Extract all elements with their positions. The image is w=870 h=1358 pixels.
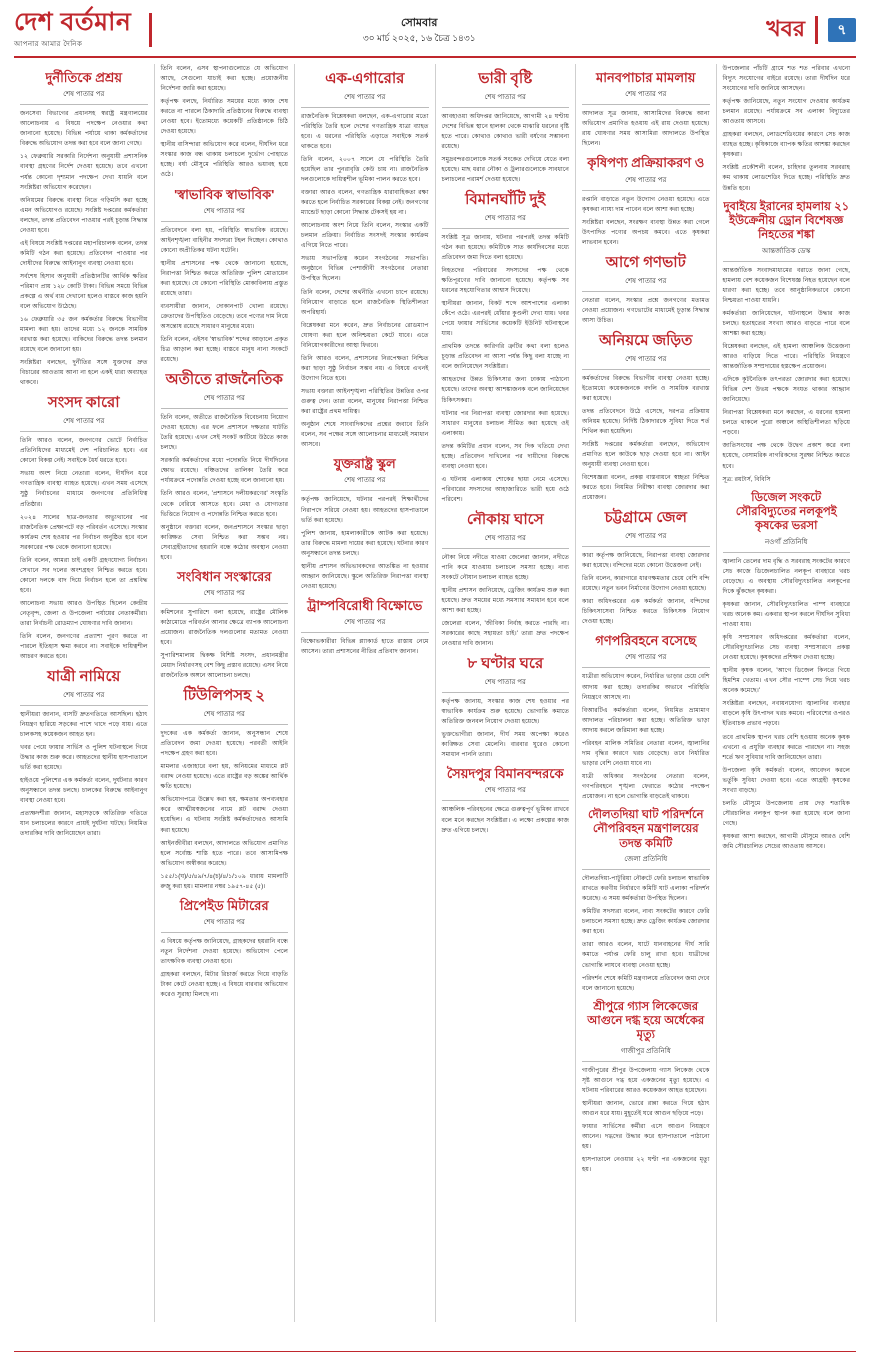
- article-body: [582, 672, 710, 802]
- headline-rule: [442, 800, 570, 801]
- article-body: [161, 226, 289, 366]
- headline-rule: [442, 107, 570, 108]
- article-headline[interactable]: সংবিধান সংস্কারের: [177, 568, 272, 584]
- brand-title: দেশ বর্তমান: [14, 8, 132, 36]
- article-body: [20, 109, 148, 388]
- article-body: [582, 874, 710, 994]
- paragraph: তবে প্রাথমিক স্থাপন খরচ বেশি হওয়ায় অনেক কৃষক এখনো এ প্রযুক্তি ব্যবহার করতে পারছেন না। সহজ শর্তে ঋণ সুবিধার দাবি জানিয়েছেন তারা।: [722, 733, 850, 761]
- article-headline[interactable]: ট্রাম্পবিরোধী বিক্ষোভে: [307, 597, 423, 613]
- paragraph: তিনি বলেন, অতীতে রাজনৈতিক বিবেচনায় নিয়োগ দেওয়া হয়েছে। এর ফলে প্রশাসনে দক্ষতার ঘাটতি তৈরি হয়েছে। এখন সেই সংকট কাটিয়ে উঠতে কাজ চলছে।: [160, 414, 288, 452]
- article-body: [442, 233, 570, 505]
- paragraph: সভায় অংশ নিয়ে নেতারা বলেন, দীর্ঘদিন ধরে গণতান্ত্রিক ব্যবস্থা ব্যাহত হয়েছে। এখন সময় এসেছে সুষ্ঠু নির্বাচনের মাধ্যমে জনগণের প্রতিনিধিত্ব প্রতিষ্ঠার।: [20, 470, 148, 508]
- article-byline: শেষ পাতার পর: [203, 711, 245, 719]
- paragraph: প্রতিবেদনে বলা হয়, পরিস্থিতি স্বাভাবিক রয়েছে। আইনশৃঙ্খলা বাহিনীর সদস্যরা টহল দিচ্ছেন। কোথাও কোনো অপ্রীতিকর ঘটনা ঘটেনি।: [160, 226, 288, 254]
- paragraph: বিশ্লেষকরা বলছেন, এই হামলা আঞ্চলিক উত্তেজনা আরও বাড়িয়ে দিতে পারে। পরিস্থিতি নিয়ন্ত্রণে আন্তর্জাতিক সম্প্রদায়ের হস্তক্ষেপ প্রয়োজন।: [722, 343, 850, 371]
- paragraph: কর্তৃপক্ষ জানিয়েছে, ঘটনার পরপরই শিক্ষার্থীদের নিরাপদে সরিয়ে নেওয়া হয়। আহতদের হাসপাতালে ভর্তি করা হয়েছে।: [301, 496, 429, 524]
- weekday-label: সোমবার: [401, 17, 438, 29]
- paragraph: আবহাওয়া অধিদপ্তর জানিয়েছে, আগামী ২৪ ঘণ্টায় দেশের বিভিন্ন স্থানে হালকা থেকে মাঝারি ধরনের বৃষ্টি হতে পারে। কোথাও কোথাও ভারী বর্ষণের সম্ভাবনা রয়েছে।: [441, 112, 569, 150]
- headline-rule: [582, 190, 710, 191]
- article-byline: শেষ পাতার পর: [63, 418, 105, 426]
- paragraph: কর্তৃপক্ষ বলছে, নির্ধারিত সময়ের মধ্যে কাজ শেষ করতে না পারলে ঠিকাদারি প্রতিষ্ঠানের বিরুদ্ধে ব্যবস্থা নেওয়া হবে। ইতোমধ্যে কয়েকটি প্রতিষ্ঠানকে চিঠি দেওয়া হয়েছে।: [160, 98, 288, 136]
- article-headline[interactable]: শ্রীপুরে গ্যাস লিকেজের আগুনে দগ্ধ হয়ে অর্ধেকের মৃত্যু: [587, 1000, 705, 1042]
- article-byline: শেষ পাতার পর: [625, 355, 667, 363]
- paragraph: স্থানীয়রা জানান, ভোরে রান্না করতে গিয়ে হঠাৎ আগুন ধরে যায়। মুহূর্তেই ঘরে আগুন ছড়িয়ে পড়ে।: [582, 1099, 710, 1117]
- article-headline[interactable]: সৈয়দপুর বিমানবন্দরকে: [446, 766, 564, 782]
- column: [576, 64, 717, 1322]
- article-headline[interactable]: অনিয়মে জড়িত: [599, 331, 693, 349]
- headline-rule: [301, 107, 429, 108]
- paragraph: সংশ্লিষ্টরা বলছেন, দুর্নীতির সঙ্গে যুক্তদের দ্রুত বিচারের আওতায় আনা না হলে একই ধারা অব্যাহত থাকবে।: [20, 359, 148, 387]
- paragraph: তদন্ত কমিটির প্রধান বলেন, সব দিক খতিয়ে দেখা হচ্ছে। প্রতিবেদন দাখিলের পর দায়ীদের বিরুদ্ধে ব্যবস্থা নেওয়া হবে।: [441, 442, 569, 470]
- article-headline[interactable]: ভারী বৃষ্টি: [478, 70, 533, 87]
- article-body: [20, 436, 148, 662]
- paragraph: সর্বশেষ হিসাব অনুযায়ী প্রতিষ্ঠানটির আর্থিক ক্ষতির পরিমাণ প্রায় ১২৮ কোটি টাকা। বিভিন্ন সময়ে বিভিন্ন প্রকল্পে এ অর্থ ব্যয় দেখানো হলেও বাস্তবে কাজ হয়নি বলে অভিযোগ উঠেছে।: [20, 272, 148, 311]
- paragraph: যাত্রী অধিকার সংগঠনের নেতারা বলেন, গণপরিবহনে শৃঙ্খলা ফেরাতে কঠোর পদক্ষেপ প্রয়োজন। না হলে ভোগান্তি বাড়তেই থাকবে।: [582, 772, 710, 800]
- article-headline[interactable]: মানবপাচার মামলায়: [596, 70, 696, 85]
- paragraph: নিরাপত্তা বিশ্লেষকরা মনে করছেন, এ ধরনের হামলা চলতে থাকলে পুরো অঞ্চলে অস্থিতিশীলতা ছড়িয়ে পড়বে।: [722, 409, 850, 437]
- paragraph: তিনি আরও বলেন, জনগণের ভোটে নির্বাচিত প্রতিনিধিদের মাধ্যমেই দেশ পরিচালিত হবে। এর কোনো বিকল্প নেই। সবাইকে ধৈর্য ধরতে হবে।: [20, 437, 148, 465]
- paragraph: নিহতদের পরিবারের সদস্যদের পক্ষ থেকে ক্ষতিপূরণের দাবি জানানো হয়েছে। কর্তৃপক্ষ সব ধরনের সহযোগিতার আশ্বাস দিয়েছে।: [441, 266, 569, 295]
- column: [14, 64, 155, 1322]
- article-byline: শেষ পাতার পর: [203, 207, 245, 215]
- headline-rule: [161, 932, 289, 933]
- paragraph: নেতারা বলেন, সংস্কার প্রশ্নে জনগণের মতামত নেওয়া প্রয়োজন। গণভোটের মাধ্যমেই চূড়ান্ত সিদ্ধান্ত আসা উচিত।: [582, 296, 710, 324]
- article-body: [301, 112, 429, 450]
- paragraph: আঞ্চলিক পরিবহনের ক্ষেত্রে গুরুত্বপূর্ণ ভূমিকা রাখবে বলে মনে করছেন সংশ্লিষ্টরা। এ লক্ষ্যে প্রকল্পের কাজ দ্রুত এগিয়ে চলছে।: [441, 806, 569, 834]
- date-label: ৩০ মার্চ ২০২৫, ১৬ চৈত্র ১৪৩১: [362, 32, 476, 43]
- paragraph: রপ্তানি বাড়াতে নতুন উদ্যোগ নেওয়া হয়েছে। এতে কৃষকরা ন্যায্য দাম পাবেন বলে আশা করা হচ্ছে।: [582, 195, 710, 213]
- paragraph: বিআরটিএ কর্মকর্তারা বলেন, নিয়মিত ভ্রাম্যমাণ আদালত পরিচালনা করা হচ্ছে। অতিরিক্ত ভাড়া আদায় করলে জরিমানা করা হচ্ছে।: [582, 706, 710, 734]
- headline-rule: [20, 705, 148, 706]
- headline-rule: [442, 548, 570, 549]
- article-headline[interactable]: দুর্নীতিকে প্রশ্রয়: [45, 70, 123, 85]
- paragraph: সংশ্লিষ্ট প্রকৌশলী বলেন, চাহিদার তুলনায় সরবরাহ কম থাকায় লোডশেডিং দিতে হচ্ছে। পরিস্থিতি দ্রুত উন্নতি হবে।: [722, 164, 850, 192]
- paragraph: সংশ্লিষ্টরা বলছেন, নবায়নযোগ্য জ্বালানির ব্যবহার বাড়লে কৃষি উৎপাদন খরচ কমবে। পরিবেশের ওপরও ইতিবাচক প্রভাব পড়বে।: [722, 700, 850, 728]
- paragraph: আন্তর্জাতিক সংবাদমাধ্যমের বরাতে জানা গেছে, হামলায় বেশ কয়েকজন বিশেষজ্ঞ নিহত হয়েছেন বলে ধারণা করা হচ্ছে। তবে আনুষ্ঠানিকভাবে কোনো নিশ্চয়তা পাওয়া যায়নি।: [722, 266, 850, 304]
- paragraph: কর্তৃপক্ষ জানায়, সংস্কার কাজ শেষ হওয়ার পর স্বাভাবিক কার্যক্রম শুরু হয়েছে। ভোগান্তি কমাতে অতিরিক্ত জনবল নিয়োগ দেওয়া হয়েছে।: [441, 697, 569, 726]
- article-body: [161, 608, 289, 681]
- paragraph: সমুদ্রবন্দরগুলোকে সতর্ক সংকেত দেখিয়ে যেতে বলা হয়েছে। মাছ ধরার নৌকা ও ট্রলারগুলোকে সাবধানে চলাচলের পরামর্শ দেওয়া হয়েছে।: [441, 155, 569, 184]
- article-byline: শেষ পাতার পর: [484, 787, 526, 795]
- date-block: [363, 15, 476, 45]
- article-headline[interactable]: অতীতে রাজনৈতিক: [165, 371, 283, 389]
- headline-rule: [161, 221, 289, 222]
- paragraph: এ ঘটনায় এলাকায় শোকের ছায়া নেমে এসেছে। পরিবারের সদস্যদের আহাজারিতে ভারী হয়ে ওঠে পরিবেশ।: [441, 475, 569, 503]
- paragraph: পুলিশ জানায়, হামলাকারীকে আটক করা হয়েছে। তার বিরুদ্ধে মামলা দায়ের করা হয়েছে। ঘটনার কারণ অনুসন্ধানে তদন্ত চলছে।: [301, 529, 429, 557]
- paragraph: গাজীপুরের শ্রীপুর উপজেলায় গ্যাস লিকেজ থেকে সৃষ্ট আগুনে দগ্ধ হয়ে একজনের মৃত্যু হয়েছে। এ ঘটনায় পরিবারের আরও কয়েকজন আহত হয়েছেন।: [582, 1066, 710, 1094]
- headline-rule: [723, 261, 851, 262]
- paragraph: অভিযোগপত্রে উল্লেখ করা হয়, ক্ষমতার অপব্যবহার করে আত্মীয়স্বজনের নামে প্লট বরাদ্দ দেওয়া হয়েছিল। এ ঘটনায় সংশ্লিষ্ট কর্মকর্তাদেরও আসামি করা হয়েছে।: [160, 796, 288, 834]
- article-headline[interactable]: দৌলতদিয়া ঘাট পরিদর্শনে নৌপরিবহন মন্ত্রণালয়ের তদন্ত কমিটি: [588, 809, 704, 850]
- brand[interactable]: [14, 10, 152, 50]
- article-body: [161, 64, 289, 181]
- paragraph: মামলার এজাহারে বলা হয়, অনিয়মের মাধ্যমে প্লট বরাদ্দ নেওয়া হয়েছে। এতে রাষ্ট্রের বড় অঙ্কের আর্থিক ক্ষতি হয়েছে।: [160, 763, 288, 791]
- article-byline: নওগাঁ প্রতিনিধি: [765, 538, 808, 546]
- paragraph: স্থানীয়রা জানান, বাসটি দ্রুতগতিতে আসছিল। হঠাৎ নিয়ন্ত্রণ হারিয়ে সড়কের পাশে খাদে পড়ে যায়। এতে চালকসহ কয়েকজন আহত হন।: [20, 710, 148, 739]
- paragraph: দৌলতদিয়া-পাটুরিয়া নৌরুটে ফেরি চলাচল স্বাভাবিক রাখতে করণীয় নির্ধারণে কমিটি ঘাট এলাকা পরিদর্শন করেছে। এ সময় কর্মকর্তারা উপস্থিত ছিলেন।: [582, 875, 710, 903]
- paragraph: জনসেবা বিভাগের প্রধানসহ স্বরাষ্ট্র মন্ত্রণালয়ের আলোচনায় এ বিষয়ে পদক্ষেপ নেওয়ার কথা জানানো হয়েছে। বিভিন্ন পর্যায়ে থাকা কর্মকর্তাদের বিরুদ্ধে অভিযোগ তদন্ত করা হবে বলে জানা গেছে।: [20, 110, 148, 148]
- paragraph: স্থানীয়রা জানান, বিকট শব্দে আশপাশের এলাকা কেঁপে ওঠে। এরপরই ধোঁয়ার কুণ্ডলী দেখা যায়। খবর পেয়ে ফায়ার সার্ভিসের কয়েকটি ইউনিট ঘটনাস্থলে যায়।: [441, 300, 569, 338]
- paragraph: ফায়ার সার্ভিসের কর্মীরা এসে আগুন নিয়ন্ত্রণে আনেন। দগ্ধদের উদ্ধার করে হাসপাতালে পাঠানো হয়।: [582, 1123, 710, 1151]
- article-columns: [14, 64, 856, 1322]
- article-body: [442, 805, 570, 835]
- paragraph: এদিকে কূটনৈতিক তৎপরতা জোরদার করা হয়েছে। বিভিন্ন দেশ উভয় পক্ষকে সংযত থাকার আহ্বান জানিয়েছে।: [722, 376, 850, 404]
- article-byline: শেষ পাতার পর: [203, 395, 245, 403]
- paragraph: বক্তারা আরও বলেন, গণতান্ত্রিক ধারাবাহিকতা রক্ষা করতে হলে নির্বাচিত সরকারের বিকল্প নেই। জনগণের ম্যান্ডেট ছাড়া কোনো সিদ্ধান্ত টেকসই হয় না।: [301, 189, 429, 217]
- headline-rule: [582, 369, 710, 370]
- article-byline: শেষ পাতার পর: [203, 919, 245, 927]
- paragraph: আহতদের উন্নত চিকিৎসার জন্য ঢাকায় পাঠানো হয়েছে। তাদের অবস্থা আশঙ্কাজনক বলে জানিয়েছেন চিকিৎসকরা।: [441, 376, 569, 404]
- paragraph: উপজেলার পাঁচটি গ্রামে শত শত পরিবার এখনো বিদ্যুৎ সংযোগের বাইরে রয়েছে। তারা দীর্ঘদিন ধরে সংযোগের দাবি জানিয়ে আসছেন।: [722, 65, 850, 93]
- paragraph: সভায় সভাপতিত্ব করেন সংগঠনের সভাপতি। অনুষ্ঠানে বিভিন্ন পেশাজীবী সংগঠনের নেতারা উপস্থিত ছিলেন।: [301, 255, 429, 283]
- article-body: [582, 195, 710, 248]
- footer-rule: [14, 1351, 856, 1354]
- section-divider: [815, 16, 818, 44]
- paragraph: জেলেরা বলেন, 'জীবিকা নির্বাহ করতে পারছি না। সরকারের কাছে সহায়তা চাই।' তারা দ্রুত পদক্ষেপ নেওয়ার দাবি জানান।: [441, 620, 569, 648]
- paragraph: তিনি বলেন, আমরা চাই একটি গ্রহণযোগ্য নির্বাচন। সেখানে সব দলের অংশগ্রহণ নিশ্চিত করতে হবে। কোনো দলকে বাদ দিয়ে নির্বাচন হলে তা প্রশ্নবিদ্ধ হবে।: [20, 556, 148, 594]
- headline-rule: [582, 1061, 710, 1062]
- article-body: [723, 64, 851, 194]
- article-byline: শেষ পাতার পর: [344, 477, 386, 485]
- article-byline: শেষ পাতার পর: [625, 532, 667, 540]
- article-headline[interactable]: আগে গণভাট: [605, 253, 686, 271]
- paragraph: গ্রাহকরা বলছেন, মিটার রিচার্জ করতে গিয়ে বাড়তি টাকা কেটে নেওয়া হচ্ছে। এ বিষয়ে বারবার অভিযোগ করেও সুরাহা মিলছে না।: [160, 971, 288, 999]
- paragraph: সংশ্লিষ্ট দপ্তরের কর্মকর্তারা বলছেন, অভিযোগ প্রমাণিত হলে কাউকে ছাড় দেওয়া হবে না। আইন অনুযায়ী ব্যবস্থা নেওয়া হবে।: [582, 440, 710, 468]
- section-block: [766, 12, 856, 49]
- headline-rule: [723, 552, 851, 553]
- article-headline[interactable]: বিমানঘাঁটি দুই: [465, 191, 546, 209]
- paragraph: ঘটনার পর নিরাপত্তা ব্যবস্থা জোরদার করা হয়েছে। সাধারণ মানুষের চলাচল সীমিত করা হয়েছে ওই এলাকায়।: [441, 409, 569, 437]
- section-title: খবর: [766, 15, 805, 41]
- headline-rule: [161, 724, 289, 725]
- article-byline: জেলা প্রতিনিধি: [624, 856, 668, 864]
- paragraph: আলোচনা সভায় আরও উপস্থিত ছিলেন কেন্দ্রীয় নেতৃবৃন্দ, জেলা ও উপজেলা পর্যায়ের নেতাকর্মীরা। তারা নির্বাচনী রোডম্যাপ ঘোষণার দাবি জানান।: [20, 599, 148, 628]
- paragraph: ভুক্তভোগীরা জানান, দীর্ঘ সময় অপেক্ষা করেও কাঙ্ক্ষিত সেবা মেলেনি। বারবার ঘুরেও কোনো সমাধান পাননি তারা।: [441, 731, 569, 759]
- paragraph: স্থানীয় বাসিন্দারা অভিযোগ করে বলেন, দীর্ঘদিন ধরে সংস্কার কাজ বন্ধ থাকায় চলাচলে দুর্ভোগ পোহাতে হচ্ছে। বর্ষা মৌসুমে পরিস্থিতি আরও ভয়াবহ হয়ে ওঠে।: [160, 141, 288, 179]
- article-byline: শেষ পাতার পর: [484, 678, 526, 686]
- headline-rule: [442, 228, 570, 229]
- article-body: [582, 551, 710, 627]
- paragraph: কৃষি সম্প্রসারণ অধিদপ্তরের কর্মকর্তারা বলেন, সৌরবিদ্যুৎচালিত সেচ ব্যবস্থা সম্প্রসারণে প্রকল্প নেওয়া হয়েছে। কৃষকদের প্রশিক্ষণ দেওয়া হচ্ছে।: [722, 634, 850, 662]
- paragraph: অনুষ্ঠানে বক্তারা বলেন, জনপ্রশাসনে সংস্কার ছাড়া কাঙ্ক্ষিত সেবা নিশ্চিত করা সম্ভব নয়। সেবাগ্রহীতাদের হয়রানি বন্ধে কঠোর অবস্থান নেওয়া হবে।: [160, 523, 288, 561]
- article-byline: শেষ পাতার পর: [484, 534, 526, 542]
- article-headline[interactable]: নৌকায় ঘাসে: [466, 511, 544, 528]
- paragraph: ব্যবসায়ীরা জানান, দোকানপাট খোলা রয়েছে। ক্রেতাদের উপস্থিতিও বেড়েছে। তবে পণ্যের দাম নিয়ে অসন্তোষ রয়েছে সাধারণ মানুষের মধ্যে।: [160, 303, 288, 331]
- headline-rule: [582, 667, 710, 668]
- headline-rule: [161, 408, 289, 409]
- page-number-badge: ৭: [828, 18, 856, 42]
- article-body: [582, 1066, 710, 1175]
- paragraph: জ্বালানি তেলের দাম বৃদ্ধি ও সরবরাহ সংকটের কারণে সেচ কাজে ডিজেলচালিত নলকূপ ব্যবহারে খরচ বেড়েছে। এ অবস্থায় সৌরবিদ্যুৎচালিত নলকূপের দিকে ঝুঁকছেন কৃষকরা।: [722, 557, 850, 595]
- paragraph: এ বিষয়ে কর্তৃপক্ষ জানিয়েছে, গ্রাহকদের হয়রানি বন্ধে নতুন নির্দেশনা দেওয়া হয়েছে। অভিযোগ পেলে তাৎক্ষণিক ব্যবস্থা নেওয়া হবে।: [160, 938, 288, 966]
- paragraph: কৃষকরা আশা করছেন, আগামী মৌসুমে আরও বেশি জমি সৌরচালিত সেচের আওতায় আসবে।: [722, 832, 850, 850]
- headline-rule: [442, 692, 570, 693]
- paragraph: বিশ্লেষকরা মনে করেন, দ্রুত নির্বাচনের রোডম্যাপ ঘোষণা করা হলে অনিশ্চয়তা কেটে যাবে। এতে বিনিয়োগকারীদের আস্থা ফিরবে।: [301, 321, 429, 349]
- article-byline: শেষ পাতার পর: [484, 93, 526, 101]
- headline-rule: [582, 546, 710, 547]
- article-byline: গাজীপুর প্রতিনিধি: [620, 1047, 671, 1055]
- brand-divider: [149, 13, 152, 47]
- paragraph: তিনি বলেন, কারাগারে ধারণক্ষমতার চেয়ে বেশি বন্দি রয়েছে। নতুন ভবন নির্মাণের উদ্যোগ নেওয়া হয়েছে।: [582, 574, 710, 593]
- article-body: [301, 495, 429, 591]
- paragraph: রাজনৈতিক বিশ্লেষকরা বলছেন, এক-এগারোর মতো পরিস্থিতি তৈরি হলে দেশের গণতান্ত্রিক যাত্রা ব্যাহত হবে। এ ধরনের পরিস্থিতি এড়াতে সবাইকে সতর্ক থাকতে হবে।: [301, 112, 429, 150]
- paragraph: কর্তৃপক্ষ জানিয়েছে, নতুন সংযোগ দেওয়ার কার্যক্রম চলমান রয়েছে। পর্যায়ক্রমে সব এলাকা বিদ্যুতের আওতায় আসবে।: [722, 98, 850, 126]
- paragraph: অনিয়মের বিরুদ্ধে ব্যবস্থা নিতে গড়িমসি করা হচ্ছে এমন অভিযোগও রয়েছে। সংশ্লিষ্ট দপ্তরের কর্মকর্তারা বলছেন, তদন্ত প্রতিবেদন পাওয়ার পরই চূড়ান্ত সিদ্ধান্ত নেওয়া হবে।: [20, 196, 148, 234]
- paragraph: বিশেষজ্ঞরা বলেন, প্রকল্প বাস্তবায়নে স্বচ্ছতা নিশ্চিত করতে হবে। নিয়মিত নিরীক্ষা ব্যবস্থা জোরদার করা প্রয়োজন।: [582, 473, 710, 502]
- article-body: [442, 112, 570, 185]
- article-body: [582, 374, 710, 504]
- article-byline: শেষ পাতার পর: [203, 590, 245, 598]
- headline-rule: [161, 603, 289, 604]
- article-byline: শেষ পাতার পর: [625, 277, 667, 285]
- paragraph: হাইওয়ে পুলিশের এক কর্মকর্তা বলেন, দুর্ঘটনার কারণ অনুসন্ধানে তদন্ত চলছে। চালকের বিরুদ্ধে আইনানুগ ব্যবস্থা নেওয়া হবে।: [20, 777, 148, 805]
- article-headline[interactable]: ৮ ঘণ্টার ঘরে: [467, 655, 544, 673]
- headline-rule: [20, 431, 148, 432]
- article-headline[interactable]: এক-এগারোর: [325, 70, 405, 87]
- article-headline[interactable]: চট্টগ্রামে জেল: [604, 509, 687, 527]
- paragraph: তিনি বলেন, ২০০৭ সালে যে পরিস্থিতি তৈরি হয়েছিল তার পুনরাবৃত্তি কেউ চায় না। রাজনৈতিক দলগুলোকে দায়িত্বশীল ভূমিকা পালন করতে হবে।: [301, 155, 429, 184]
- paragraph: অনুষ্ঠান শেষে সাংবাদিকদের প্রশ্নের জবাবে তিনি বলেন, সব পক্ষের সঙ্গে আলোচনার মাধ্যমেই সমাধান আসবে।: [301, 421, 429, 449]
- paragraph: তিনি বলেন, এইসব 'স্বাভাবিক' শব্দের আড়ালে প্রকৃত চিত্র আড়াল করা হচ্ছে। বাস্তবে মানুষ নানা সংকটে রয়েছে।: [160, 336, 288, 364]
- article-body: [161, 937, 289, 1000]
- paragraph: তিনি বলেন, জনগণের প্রত্যাশা পূরণ করতে না পারলে ইতিহাস ক্ষমা করবে না। সবাইকে দায়িত্বশীল আচরণ করতে হবে।: [20, 633, 148, 661]
- article-body: [442, 553, 570, 649]
- paragraph: সভায় বক্তারা আইনশৃঙ্খলা পরিস্থিতির উন্নতির ওপর গুরুত্ব দেন। তারা বলেন, মানুষের নিরাপত্তা নিশ্চিত করা রাষ্ট্রের প্রথম দায়িত্ব।: [301, 387, 429, 416]
- column: [717, 64, 857, 1322]
- article-body: [301, 637, 429, 657]
- article-body: [723, 557, 851, 852]
- paragraph: ২০২৪ সালের ছাত্র-জনতার অভ্যুত্থানের পর রাজনৈতিক প্রেক্ষাপটে বড় পরিবর্তন এসেছে। সংস্কার কার্যক্রম শেষ হওয়ার পর নির্বাচন অনুষ্ঠিত হবে বলে সরকারের পক্ষ থেকে জানানো হয়েছে।: [20, 513, 148, 551]
- article-headline[interactable]: গণপরিবহনে বসেছে: [595, 633, 697, 649]
- article-body: [161, 413, 289, 563]
- paragraph: কারা অধিদপ্তরের এক কর্মকর্তা জানান, বন্দিদের চিকিৎসাসেবা নিশ্চিত করতে চিকিৎসক নিয়োগ দেওয়া হচ্ছে।: [582, 598, 710, 626]
- headline-rule: [301, 490, 429, 491]
- article-byline: শেষ পাতার পর: [344, 619, 386, 627]
- paragraph: কারা কর্তৃপক্ষ জানিয়েছে, নিরাপত্তা ব্যবস্থা জোরদার করা হয়েছে। বন্দিদের মধ্যে কোনো উত্তেজনা নেই।: [582, 551, 710, 569]
- article-source: সূত্র: রয়টার্স, বিবিসি: [722, 475, 771, 483]
- paragraph: এই বিষয়ে সংশ্লিষ্ট দপ্তরের মহাপরিচালক বলেন, তদন্ত কমিটি গঠন করা হয়েছে। প্রতিবেদন পাওয়ার পর দোষীদের বিরুদ্ধে আইনানুগ ব্যবস্থা নেওয়া হবে।: [20, 239, 148, 267]
- article-byline: শেষ পাতার পর: [484, 214, 526, 222]
- column: [436, 64, 577, 1322]
- headline-rule: [301, 632, 429, 633]
- headline-rule: [582, 291, 710, 292]
- article-headline[interactable]: প্রিপেইড মিটারের: [179, 897, 269, 913]
- paragraph: স্থানীয় প্রশাসন অভিভাবকদের আতঙ্কিত না হওয়ার আহ্বান জানিয়েছে। স্কুলে অতিরিক্ত নিরাপত্তা ব্যবস্থা নেওয়া হয়েছে।: [301, 562, 429, 590]
- article-body: [723, 266, 851, 485]
- paragraph: পরিদর্শন শেষে কমিটি মন্ত্রণালয়ে প্রতিবেদন জমা দেবে বলে জানানো হয়েছে।: [582, 974, 710, 992]
- headline-rule: [20, 104, 148, 105]
- paragraph: সুপারিশমালায় দ্বিকক্ষ বিশিষ্ট সংসদ, প্রধানমন্ত্রীর মেয়াদ নির্ধারণসহ বেশ কিছু প্রস্তাব রয়েছে। এসব নিয়ে রাজনৈতিক অঙ্গনে আলোচনা চলছে।: [160, 652, 288, 680]
- paragraph: কমিটির সদস্যরা বলেন, নাব্য সংকটের কারণে ফেরি চলাচলে সমস্যা হচ্ছে। দ্রুত ড্রেজিং কার্যক্রম জোরদার করা হবে।: [582, 908, 710, 936]
- article-headline[interactable]: সংসদ কারো: [47, 394, 120, 412]
- paragraph: কর্মকর্তারা জানিয়েছেন, ঘটনাস্থলে উদ্ধার কাজ চলছে। হতাহতের সংখ্যা আরও বাড়তে পারে বলে আশঙ্কা করা হচ্ছে।: [722, 309, 850, 337]
- paragraph: কর্মকর্তাদের বিরুদ্ধে বিভাগীয় ব্যবস্থা নেওয়া হচ্ছে। ইতোমধ্যে কয়েকজনকে বদলি ও সাময়িক বরখাস্ত করা হয়েছে।: [582, 374, 710, 402]
- paragraph: তিনি বলেন, এসব স্থাপনাগুলোতে যে অভিযোগ আছে, সেগুলো যাচাই করা হচ্ছে। প্রয়োজনীয় নির্দেশনা জারি করা হয়েছে।: [160, 65, 288, 93]
- paragraph: সংশ্লিষ্ট সূত্র জানায়, ঘটনার পরপরই তদন্ত কমিটি গঠন করা হয়েছে। কমিটিকে সাত কার্যদিবসের মধ্যে প্রতিবেদন জমা দিতে বলা হয়েছে।: [441, 233, 569, 261]
- article-headline[interactable]: টিউলিপসহ ২: [183, 687, 265, 705]
- column: [295, 64, 436, 1322]
- paragraph: কমিশনের সুপারিশে বলা হয়েছে, রাষ্ট্রের মৌলিক কাঠামোতে পরিবর্তন আনার ক্ষেত্রে ব্যাপক আলোচনা প্রয়োজন। রাজনৈতিক দলগুলোর মতামত নেওয়া হবে।: [160, 609, 288, 647]
- article-byline: আন্তর্জাতিক ডেস্ক: [762, 247, 811, 255]
- paragraph: তিনি আরও বলেন, 'প্রশাসনে দলীয়করণের' সংস্কৃতি থেকে বেরিয়ে আসতে হবে। মেধা ও যোগ্যতার ভিত্তিতে নিয়োগ ও পদোন্নতি নিশ্চিত করতে হবে।: [160, 490, 288, 518]
- paragraph: জাতিসংঘের পক্ষ থেকে উদ্বেগ প্রকাশ করে বলা হয়েছে, বেসামরিক নাগরিকদের সুরক্ষা নিশ্চিত করতে হবে।: [722, 442, 850, 470]
- paragraph: তদন্ত প্রতিবেদনে উঠে এসেছে, দরপত্র প্রক্রিয়ায় অনিয়ম হয়েছে। নির্দিষ্ট ঠিকাদারকে সুবিধা দিতে শর্ত শিথিল করা হয়েছিল।: [582, 407, 710, 435]
- article-headline[interactable]: যুক্তরাষ্ট্র স্কুল: [333, 456, 396, 472]
- headline-rule: [582, 869, 710, 870]
- article-headline[interactable]: দুবাইয়ে ইরানের হামলায় ২১ ইউক্রেনীয় ড্রোন বিশেষজ্ঞ নিহতের শঙ্কা: [723, 200, 850, 242]
- article-headline[interactable]: 'স্বাভাবিক স্বাভাবিক': [174, 186, 275, 202]
- article-body: [442, 697, 570, 760]
- paragraph: আলোচনায় অংশ নিয়ে তিনি বলেন, সংস্কার একটি চলমান প্রক্রিয়া। নির্বাচিত সংসদই সংস্কার কার্যক্রম এগিয়ে নিতে পারে।: [301, 222, 429, 250]
- article-byline: শেষ পাতার পর: [625, 654, 667, 662]
- paragraph: চলতি মৌসুমে উপজেলায় প্রায় দেড় শতাধিক সৌরচালিত নলকূপ স্থাপন করা হয়েছে বলে জানা গেছে।: [722, 799, 850, 827]
- paragraph: দুদকের এক কর্মকর্তা জানান, অনুসন্ধান শেষে প্রতিবেদন জমা দেওয়া হয়েছে। পরবর্তী আইনি পদক্ষেপ গ্রহণ করা হবে।: [160, 730, 288, 758]
- paragraph: প্রাথমিক তদন্তে কারিগরি ত্রুটির কথা বলা হলেও চূড়ান্ত প্রতিবেদন না আসা পর্যন্ত কিছু বলা যাচ্ছে না বলে জানিয়েছেন সংশ্লিষ্টরা।: [441, 343, 569, 371]
- paragraph: ১৫৫/১(ঘ)/৫/৪৯/৭/৪(চ)/৪/১/১০৯ ধারায় মামলাটি রুজু করা হয়। মামলার নম্বর ১৯৫৭-৪৫ (৫)।: [160, 872, 288, 890]
- paragraph: উপজেলা কৃষি কর্মকর্তা বলেন, আবেদন করলে ভর্তুকি সুবিধা দেওয়া হবে। এতে আগ্রহী কৃষকের সংখ্যা বাড়ছে।: [722, 766, 850, 794]
- paragraph: প্রত্যক্ষদর্শীরা জানান, মহাসড়কে অতিরিক্ত গতিতে যান চলাচলের কারণে প্রায়ই দুর্ঘটনা ঘটছে। নিয়মিত তদারকির দাবি জানিয়েছেন তারা।: [20, 810, 148, 838]
- article-byline: শেষ পাতার পর: [63, 91, 105, 99]
- paragraph: আইনজীবীরা বলছেন, আদালতে অভিযোগ প্রমাণিত হলে সর্বোচ্চ শাস্তি হতে পারে। তবে আসামিপক্ষ অভিযোগ অস্বীকার করেছে।: [160, 839, 288, 867]
- paragraph: সংশ্লিষ্টরা বলছেন, সংরক্ষণ ব্যবস্থা উন্নত করা গেলে উৎপাদিত পণ্যের অপচয় কমবে। এতে কৃষকরা লাভবান হবেন।: [582, 218, 710, 246]
- article-body: [20, 710, 148, 840]
- headline-rule: [582, 104, 710, 105]
- paragraph: নৌকা নিয়ে নদীতে যাওয়া জেলেরা জানান, নদীতে পানি কমে যাওয়ায় চলাচলে সমস্যা হচ্ছে। নাব্য সংকটে নৌযান চলাচল ব্যাহত হচ্ছে।: [441, 553, 569, 581]
- paragraph: বিক্ষোভকারীরা বিভিন্ন প্ল্যাকার্ড হাতে রাস্তায় নেমে আসেন। তারা প্রশাসনের নীতির প্রতিবাদ জানান।: [301, 638, 429, 656]
- paragraph: পরিবহন মালিক সমিতির নেতারা বলেন, জ্বালানির দাম বৃদ্ধির কারণে খরচ বেড়েছে। তবে নির্ধারিত ভাড়ার বেশি নেওয়া যাবে না।: [582, 739, 710, 767]
- article-byline: শেষ পাতার পর: [344, 93, 386, 101]
- masthead: [14, 10, 856, 58]
- paragraph: খবর পেয়ে ফায়ার সার্ভিস ও পুলিশ ঘটনাস্থলে গিয়ে উদ্ধার কাজ শুরু করে। আহতদের স্থানীয় হাসপাতালে ভর্তি করা হয়েছে।: [20, 744, 148, 772]
- paragraph: স্থানীয় কৃষক বলেন, 'আগে ডিজেল কিনতে গিয়ে হিমশিম খেতাম। এখন সৌর পাম্পে সেচ দিয়ে খরচ অনেক কমেছে।': [722, 667, 850, 695]
- paragraph: গ্রাহকরা বলছেন, লোডশেডিংয়ের কারণে সেচ কাজ ব্যাহত হচ্ছে। কৃষিকাজে ব্যাপক ক্ষতির আশঙ্কা করছেন কৃষকরা।: [722, 131, 850, 159]
- paragraph: ১৬ ফেব্রুয়ারি ৩৫ জন কর্মকর্তার বিরুদ্ধে বিভাগীয় মামলা করা হয়। তাদের মধ্যে ১২ জনকে সাময়িক বরখাস্ত করা হয়েছে। বাকিদের বিরুদ্ধে তদন্ত চলমান রয়েছে বলে জানানো হয়।: [20, 316, 148, 354]
- paragraph: হাসপাতালে নেওয়ার ২২ ঘণ্টা পর একজনের মৃত্যু হয়।: [582, 1156, 710, 1174]
- paragraph: সরকারি কর্মকর্তাদের মধ্যে পদোন্নতি নিয়ে দীর্ঘদিনের ক্ষোভ রয়েছে। বঞ্চিতদের তালিকা তৈরি করে পর্যায়ক্রমে পদোন্নতি দেওয়া হচ্ছে বলে জানানো হয়।: [160, 457, 288, 485]
- paragraph: স্থানীয় প্রশাসনের পক্ষ থেকে জানানো হয়েছে, নিরাপত্তা নিশ্চিত করতে অতিরিক্ত পুলিশ মোতায়েন করা হয়েছে। যে কোনো পরিস্থিতি মোকাবিলায় প্রস্তুত রয়েছে তারা।: [160, 259, 288, 298]
- paragraph: যাত্রীরা অভিযোগ করেন, নির্ধারিত ভাড়ার চেয়ে বেশি আদায় করা হচ্ছে। তদারকির অভাবে পরিস্থিতি নিয়ন্ত্রণে আসছে না।: [582, 673, 710, 701]
- article-body: [582, 296, 710, 326]
- paragraph: তিনি বলেন, দেশের অর্থনীতি এখনো চাপে রয়েছে। বিনিয়োগ বাড়াতে হলে রাজনৈতিক স্থিতিশীলতা অপরিহার্য।: [301, 288, 429, 316]
- brand-subtitle: আপনার আমার দৈনিক: [14, 41, 83, 48]
- paragraph: আদালত সূত্র জানায়, আসামিদের বিরুদ্ধে আনা অভিযোগ প্রমাণিত হওয়ায় এই রায় দেওয়া হয়েছে। রায় ঘোষণার সময় আসামিরা আদালতে উপস্থিত ছিলেন।: [582, 110, 710, 148]
- paragraph: স্থানীয় প্রশাসন জানিয়েছে, ড্রেজিং কার্যক্রম শুরু করা হয়েছে। দ্রুত সময়ের মধ্যে সমস্যার সমাধান হবে বলে আশা করা হচ্ছে।: [441, 586, 569, 614]
- article-byline: শেষ পাতার পর: [63, 691, 105, 699]
- article-headline[interactable]: কৃষিপণ্য প্রক্রিয়াকরণ ও: [587, 155, 705, 171]
- article-body: [161, 729, 289, 892]
- article-byline: শেষ পাতার পর: [625, 91, 667, 99]
- article-headline[interactable]: ডিজেল সংকটে সৌরবিদ্যুতের নলকূপই কৃষকের ভরসা: [735, 491, 837, 533]
- paragraph: তারা আরও বলেন, ঘাটে যানবাহনের দীর্ঘ সারি কমাতে পর্যাপ্ত ফেরি চালু রাখা হবে। যাত্রীদের ভোগান্তি লাঘবে ব্যবস্থা নেওয়া হচ্ছে।: [582, 941, 710, 969]
- column: [155, 64, 296, 1322]
- paragraph: কৃষকরা জানান, সৌরবিদ্যুৎচালিত পাম্প ব্যবহারে খরচ অনেক কম। একবার স্থাপন করলে দীর্ঘদিন সুবিধা পাওয়া যায়।: [722, 600, 850, 629]
- paragraph: ১২ ফেব্রুয়ারি সরকারি নির্দেশনা অনুযায়ী প্রশাসনিক ব্যবস্থা গ্রহণের নির্দেশ দেওয়া হয়েছে। তবে এখনো পর্যন্ত কোনো দৃশ্যমান পদক্ষেপ দেখা যায়নি বলে সংশ্লিষ্টরা অভিযোগ করেছেন।: [20, 153, 148, 191]
- article-byline: শেষ পাতার পর: [625, 176, 667, 184]
- paragraph: তিনি আরও বলেন, প্রশাসনের নিরপেক্ষতা নিশ্চিত করা ছাড়া সুষ্ঠু নির্বাচন সম্ভব নয়। এ বিষয়ে এখনই উদ্যোগ নিতে হবে।: [301, 354, 429, 382]
- article-headline[interactable]: যাত্রী নামিয়ে: [47, 668, 121, 686]
- article-body: [582, 109, 710, 149]
